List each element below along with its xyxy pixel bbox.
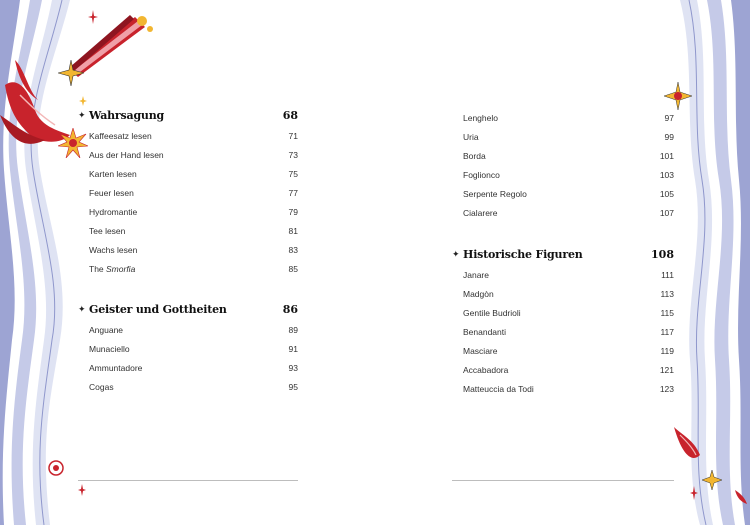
entry-label	[89, 264, 135, 274]
section-page-number: 68	[282, 109, 298, 122]
entry-page-number: 123	[659, 384, 674, 394]
entry-page-number: 75	[288, 169, 298, 179]
section-title: Wahrsagung	[89, 109, 165, 122]
entry-page-number: 89	[288, 325, 298, 335]
toc-section	[78, 109, 298, 279]
toc-entry[interactable]	[452, 266, 674, 285]
entry-page-number: 97	[664, 113, 674, 123]
toc-entry[interactable]	[452, 342, 674, 361]
toc-entry[interactable]	[78, 184, 298, 203]
entry-label: Uria	[463, 132, 479, 142]
toc-entry[interactable]	[452, 285, 674, 304]
entry-page-number: 79	[288, 207, 298, 217]
flame-icon	[735, 490, 747, 504]
toc-entry[interactable]	[78, 260, 298, 279]
toc-entry[interactable]	[452, 323, 674, 342]
entry-page-number: 77	[288, 188, 298, 198]
toc-entry[interactable]	[452, 361, 674, 380]
section-title: Historische Figuren	[463, 248, 583, 261]
section-title: Geister und Gottheiten	[89, 303, 227, 316]
entry-label: Accabadora	[463, 365, 509, 375]
entry-label: Tee lesen	[89, 226, 126, 236]
entry-label: Foglionco	[463, 170, 500, 180]
entry-page-number: 113	[660, 289, 674, 299]
entry-label: Benandanti	[463, 327, 507, 337]
entry-label: Feuer lesen	[89, 188, 134, 198]
section-heading[interactable]	[78, 109, 298, 127]
entry-page-number: 115	[660, 308, 674, 318]
entry-label: Matteuccia da Todi	[463, 384, 534, 394]
sparkle-bullet-icon: ✦	[452, 250, 460, 260]
entry-label: Kaffeesatz lesen	[89, 131, 152, 141]
entry-page-number: 81	[288, 226, 298, 236]
entry-label: Janare	[463, 270, 489, 280]
flame-icon	[672, 425, 702, 465]
entry-label: Cialarere	[463, 208, 498, 218]
toc-section	[452, 248, 674, 399]
four-point-star-icon	[690, 486, 698, 500]
entry-page-number: 107	[659, 208, 674, 218]
entry-page-number: 119	[660, 346, 674, 356]
entry-label: Anguane	[89, 325, 124, 335]
toc-entry[interactable]	[452, 147, 674, 166]
footer-rule	[452, 480, 674, 481]
toc-section	[78, 303, 298, 397]
entry-label-italic: Smorfia	[106, 264, 136, 274]
entry-label: Masciare	[463, 346, 498, 356]
eye-icon	[48, 460, 64, 476]
entry-page-number: 121	[659, 365, 674, 375]
entry-page-number: 93	[288, 363, 298, 373]
entry-label: Gentile Budrioli	[463, 308, 521, 318]
section-page-number: 86	[282, 303, 298, 316]
entry-label: Karten lesen	[89, 169, 137, 179]
section-heading[interactable]	[78, 303, 298, 321]
toc-entry[interactable]	[452, 109, 674, 128]
entry-page-number: 85	[288, 264, 298, 274]
toc-entry[interactable]	[78, 165, 298, 184]
entry-page-number: 103	[659, 170, 674, 180]
entry-page-number: 91	[288, 344, 298, 354]
entry-label: Hydromantie	[89, 207, 138, 217]
left-page	[78, 0, 298, 525]
entry-page-number: 117	[660, 327, 674, 337]
sun-icon	[702, 470, 722, 490]
toc-entry[interactable]	[78, 146, 298, 165]
entry-label: Cogas	[89, 382, 114, 392]
toc-entry[interactable]	[78, 241, 298, 260]
toc-entry[interactable]	[78, 222, 298, 241]
entry-page-number: 99	[664, 132, 674, 142]
entry-label: Ammuntadore	[89, 363, 143, 373]
toc-continued-list	[452, 109, 674, 223]
entry-label: Lenghelo	[463, 113, 498, 123]
sparkle-bullet-icon: ✦	[78, 111, 86, 121]
sparkle-bullet-icon: ✦	[78, 305, 86, 315]
entry-page-number: 71	[288, 131, 298, 141]
toc-entry[interactable]	[452, 204, 674, 223]
entry-label: Wachs lesen	[89, 245, 138, 255]
entry-label: Borda	[463, 151, 486, 161]
entry-page-number: 83	[288, 245, 298, 255]
section-page-number: 108	[651, 248, 674, 261]
entry-label: Munaciello	[89, 344, 130, 354]
section-heading[interactable]	[452, 248, 674, 266]
toc-entry[interactable]	[78, 321, 298, 340]
entry-page-number: 111	[661, 270, 674, 280]
toc-entry[interactable]	[452, 128, 674, 147]
entry-page-number: 73	[288, 150, 298, 160]
entry-label: Madgòn	[463, 289, 494, 299]
toc-entry[interactable]	[452, 185, 674, 204]
entry-page-number: 95	[288, 382, 298, 392]
toc-entry[interactable]	[78, 378, 298, 397]
toc-entry[interactable]	[78, 127, 298, 146]
entry-label: Serpente Regolo	[463, 189, 527, 199]
entry-label: Aus der Hand lesen	[89, 150, 164, 160]
footer-rule	[78, 480, 298, 481]
entry-page-number: 105	[659, 189, 674, 199]
toc-entry[interactable]	[452, 166, 674, 185]
toc-entry[interactable]	[78, 340, 298, 359]
toc-entry[interactable]	[78, 203, 298, 222]
right-page	[452, 0, 674, 525]
toc-entry[interactable]	[452, 380, 674, 399]
toc-entry[interactable]	[452, 304, 674, 323]
entry-label-prefix: The	[89, 264, 107, 274]
entry-page-number: 101	[659, 151, 674, 161]
toc-entry[interactable]	[78, 359, 298, 378]
